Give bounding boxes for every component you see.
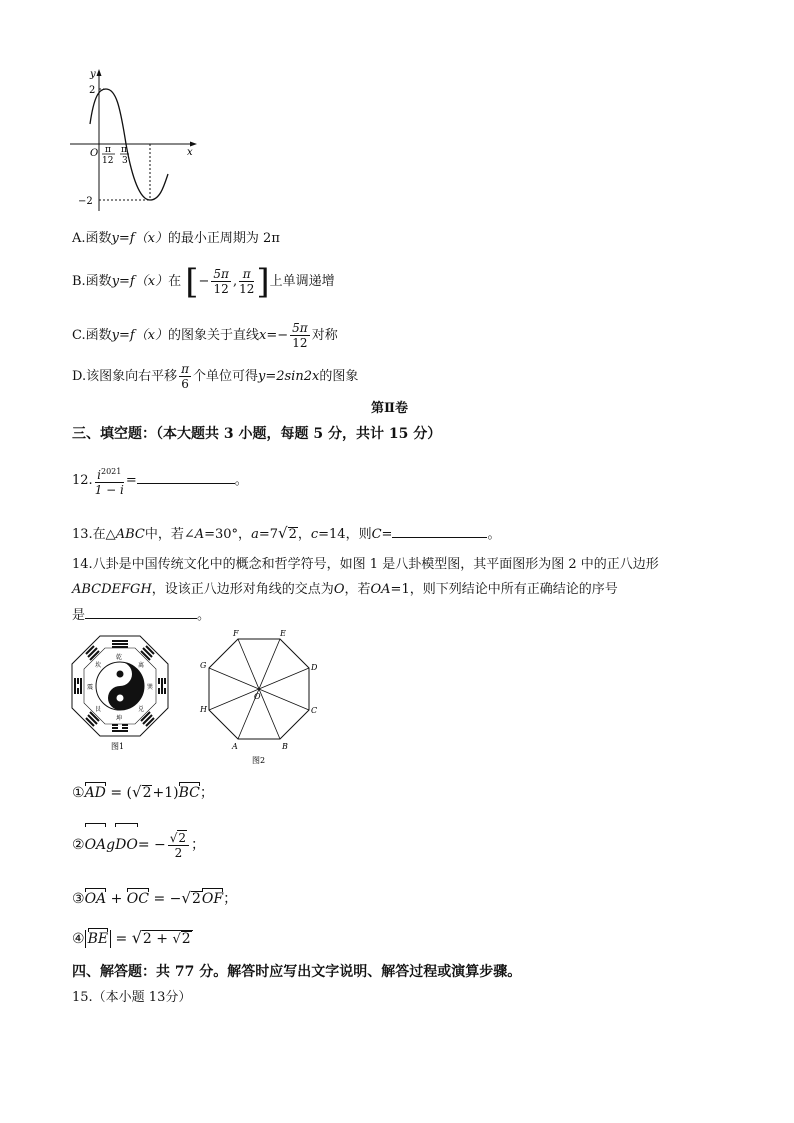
y-axis-arrow bbox=[97, 69, 102, 76]
tick-pi12-den: 12 bbox=[102, 156, 114, 166]
yin-yang-dot-dark bbox=[117, 671, 124, 678]
option-b: B.函数y=f（x）在 [− $\frac{5\pi}{12}$ , $\frac{\pi}{12}$ ]上单调递增 bbox=[72, 261, 335, 302]
vertex-label-c: C bbox=[311, 706, 318, 715]
vertex-label-d: D bbox=[311, 663, 318, 672]
trigram-name: 坤 bbox=[116, 715, 123, 722]
y-axis-label: y bbox=[90, 69, 96, 80]
vertex-label-h: H bbox=[200, 705, 207, 714]
function-graph bbox=[68, 66, 203, 216]
vertex-label-e: E bbox=[280, 629, 286, 638]
y-top-label: 2 bbox=[89, 85, 96, 96]
item-3: ③OA + OC = −√2OF； bbox=[72, 889, 238, 907]
yin-yang-dot-light bbox=[117, 695, 124, 702]
tick-pi12-num: π bbox=[105, 145, 111, 155]
question-14-line1: 14.八卦是中国传统文化中的概念和哲学符号，如图 1 是八卦模型图，其平面图形为图 2 中的正八边形 bbox=[72, 557, 659, 572]
y-bottom-label: −2 bbox=[78, 196, 93, 207]
question-15-title: 15.（本小题 13分） bbox=[72, 990, 192, 1005]
question-14-line2: ABCDEFGH，设该正八边形对角线的交点为O，若OA=1，则下列结论中所有正确结论的序号 bbox=[72, 582, 618, 597]
question-14-line3: 是 。 bbox=[72, 608, 211, 623]
item-2: ②OAgDO= − $\frac{√2}{2}$ ； bbox=[72, 825, 205, 865]
bagua-figure bbox=[70, 634, 170, 752]
octagon-diagonals bbox=[209, 639, 309, 739]
option-c: C.函数y=f（x）的图象关于直线x=− $\frac{5\pi}{12}$ 对称 bbox=[72, 321, 338, 350]
trigram-name: 乾 bbox=[116, 654, 123, 661]
x-axis-arrow bbox=[190, 142, 197, 147]
x-axis-label: x bbox=[187, 147, 193, 158]
center-label-o: O bbox=[254, 692, 261, 701]
item-4: ④ BE = √2 + √2 bbox=[72, 928, 191, 947]
figure-2-label: 图2 bbox=[252, 756, 266, 765]
question-13: 13.在△ABC中，若∠A=30°，a=7√2，c=14，则C= 。 bbox=[72, 524, 501, 542]
trigram-name: 艮 bbox=[95, 706, 102, 713]
vertex-label-b: B bbox=[282, 742, 288, 751]
trigram-name: 巽 bbox=[147, 684, 154, 691]
trigram-name: 坎 bbox=[95, 662, 102, 669]
tick-pi3-den: 3 bbox=[122, 156, 128, 166]
section-4-heading: 四、解答题：共 77 分。解答时应写出文字说明、解答过程或演算步骤。 bbox=[72, 964, 522, 980]
answer-blank-13[interactable] bbox=[392, 525, 487, 538]
origin-label: O bbox=[90, 148, 99, 159]
vertex-label-f: F bbox=[233, 629, 239, 638]
trigram-name: 离 bbox=[138, 662, 145, 669]
vertex-label-g: G bbox=[200, 661, 207, 670]
trigram-name: 震 bbox=[87, 684, 94, 691]
vertex-label-a: A bbox=[232, 742, 238, 751]
trigram-name: 兑 bbox=[138, 706, 145, 713]
question-12: 12. $\frac{i^{2021}}{1 - i}$ = 。 bbox=[72, 466, 248, 497]
octagon-figure bbox=[196, 626, 322, 766]
section-3-heading: 三、填空题：（本大题共 3 小题，每题 5 分，共计 15 分） bbox=[72, 426, 442, 442]
option-d: D.该图象向右平移 $\frac{\pi}{6}$ 个单位可得y=2sin2x的图象 bbox=[72, 362, 359, 391]
answer-blank-14[interactable] bbox=[85, 606, 197, 619]
option-a: A.函数y=f（x）的最小正周期为 2π bbox=[72, 231, 280, 246]
figure-1-label: 图1 bbox=[111, 742, 125, 751]
tick-pi3-num: π bbox=[121, 145, 127, 155]
answer-blank-12[interactable] bbox=[137, 471, 235, 484]
item-1: ①AD = (√2+1)BC； bbox=[72, 783, 214, 801]
section-2-title: 第Ⅱ卷 bbox=[371, 401, 408, 416]
